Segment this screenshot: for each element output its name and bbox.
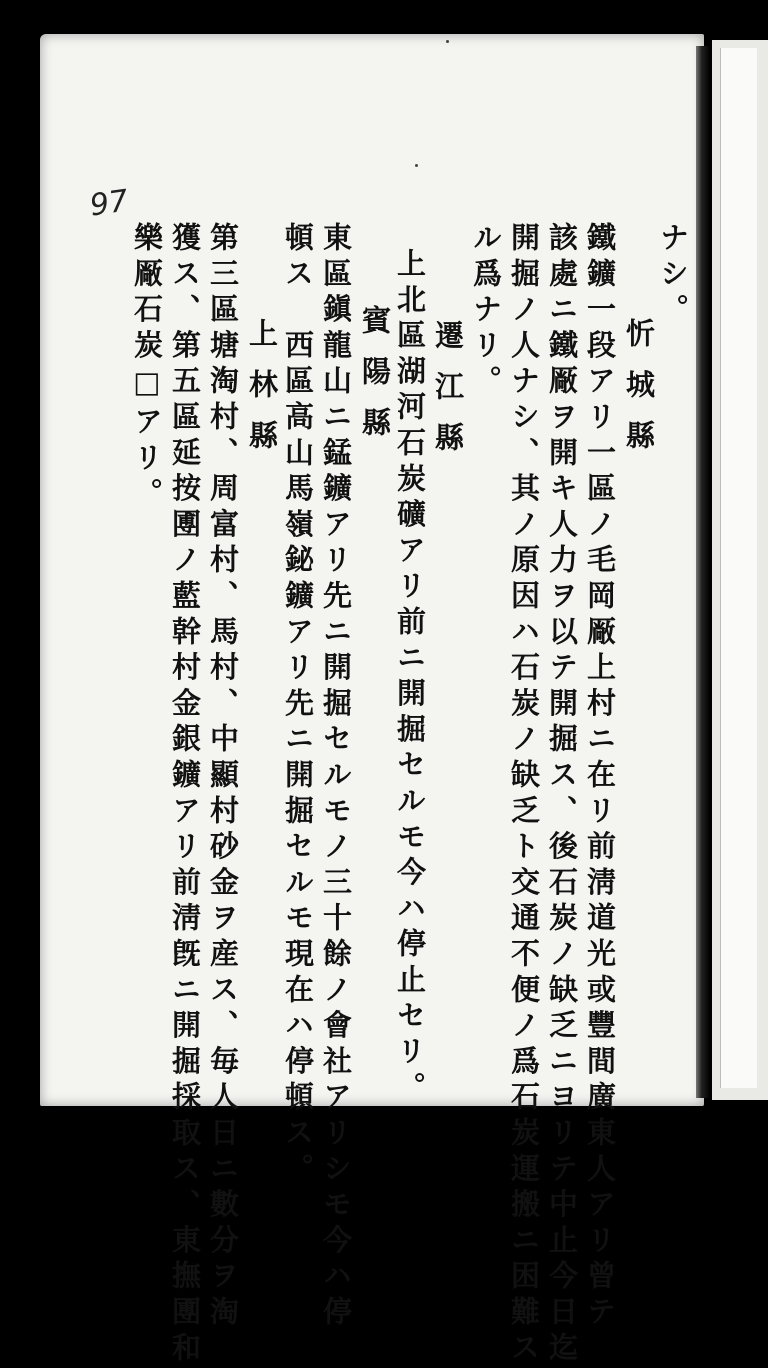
text-column-1: ナシ。 [656, 222, 690, 330]
text-column-15: 樂厰石炭□アリ。 [130, 222, 164, 514]
text-column-3: 鐵鑛一段アリ一區ノ毛岡厰上村ニ在リ前淸道光或豐間廣東人アリ曾テ [583, 222, 617, 1332]
text-column-13: 第三區塘淘村、周富村、馬村、中顯村砂金ヲ産ス、毎人日ニ數分ヲ淘 [206, 222, 240, 1332]
text-column-4: 該處ニ鐵厰ヲ開キ人力ヲ以テ開掘ス、後石炭ノ缺乏ニヨリテ中止今日迄 [545, 222, 579, 1368]
book-gutter [696, 46, 710, 1098]
text-column-6: ル爲ナリ。 [469, 222, 503, 401]
text-column-10: 東區鎭龍山ニ錳鑛アリ先ニ開掘セルモノ三十餘ノ會社アリシモ今ハ停 [319, 222, 353, 1332]
text-column-14: 獲ス、第五區延按圑ノ藍幹村金銀鑛アリ前淸旣ニ開掘採取ス、東撫圑和 [168, 222, 202, 1368]
heading-binyang-county: 賓陽縣 [358, 305, 392, 458]
speck [446, 40, 449, 43]
heading-xincheng-county: 忻城縣 [622, 318, 656, 471]
text-column-8: 上北區湖河石炭礦アリ前ニ開掘セルモ今ハ停止セリ。 [393, 248, 427, 1108]
text-column-11: 頓ス 西區高山馬嶺鉍鑛アリ先ニ開掘セルモ現在ハ停頓ス。 [281, 222, 315, 1189]
heading-qianjiang-county: 遷江縣 [431, 320, 465, 473]
page-number: 97 [87, 183, 131, 224]
facing-page-strip [720, 48, 757, 1088]
speck [415, 164, 418, 167]
heading-shanglin-county: 上林縣 [245, 318, 279, 471]
text-column-5: 開掘ノ人ナシ、其ノ原因ハ石炭ノ缺乏ト交通不便ノ爲石炭運搬ニ困難ス [507, 222, 541, 1368]
